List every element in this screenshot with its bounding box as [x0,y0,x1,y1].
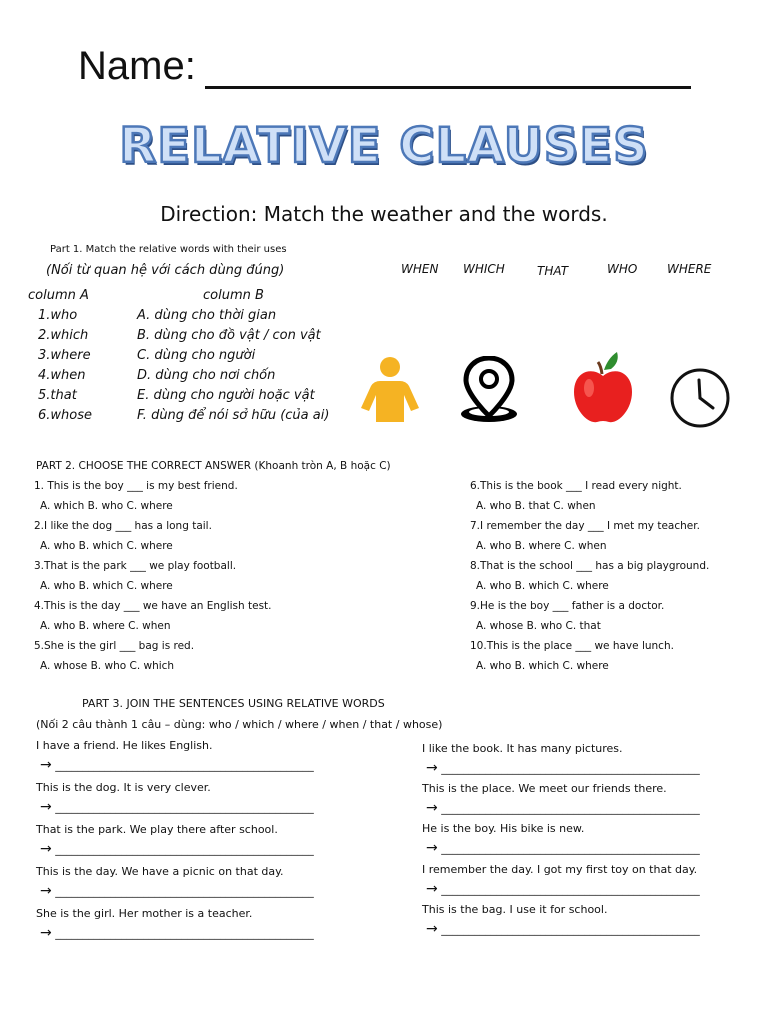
answer-line[interactable] [40,925,314,941]
word-which[interactable]: WHICH [463,262,505,276]
column-a-item[interactable]: 3.where [38,348,91,363]
arrow-icon: → [426,840,438,856]
part3-heading: PART 3. JOIN THE SENTENCES USING RELATIVE WORDS [82,697,385,710]
word-who[interactable]: WHO [607,262,638,276]
question-text: 3.That is the park ___ we play football. [34,560,237,572]
column-b-item[interactable]: F. dùng để nói sở hữu (của ai) [137,408,330,423]
arrow-icon: → [40,757,52,773]
column-b-item[interactable]: B. dùng cho đồ vật / con vật [137,328,321,343]
sentence-prompt: I have a friend. He likes English. [36,739,213,752]
question-text: 9.He is the boy ___ father is a doctor. [470,600,665,612]
answer-line[interactable] [40,757,314,773]
question-text: 7.I remember the day ___ I met my teacher. [470,520,700,532]
answer-blank[interactable]: _______________________________________________ [55,927,314,940]
arrow-icon: → [40,883,52,899]
answer-blank[interactable]: _______________________________________________ [55,759,314,772]
answer-blank[interactable]: _______________________________________________ [441,923,700,936]
question-text: 8.That is the school ___ has a big playground. [470,560,710,572]
column-b-item[interactable]: D. dùng cho nơi chốn [137,368,276,383]
column-a-item[interactable]: 6.whose [38,408,92,423]
answer-line[interactable] [426,881,700,897]
sentence-prompt: I like the book. It has many pictures. [422,742,623,755]
answer-options[interactable]: A. who B. which C. where [40,540,173,552]
name-label: Name: [78,44,196,88]
location-pin-icon[interactable] [457,356,521,424]
column-a-item[interactable]: 5.that [38,388,77,403]
arrow-icon: → [40,925,52,941]
arrow-icon: → [426,921,438,937]
sentence-prompt: This is the bag. I use it for school. [422,903,608,916]
answer-line[interactable] [426,921,700,937]
part3-subheading: (Nối 2 câu thành 1 câu – dùng: who / which / where / when / that / whose) [36,718,443,731]
arrow-icon: → [426,760,438,776]
column-b-item[interactable]: A. dùng cho thời gian [137,308,277,323]
answer-blank[interactable]: _______________________________________________ [441,842,700,855]
sentence-prompt: She is the girl. Her mother is a teacher. [36,907,253,920]
answer-line[interactable] [426,800,700,816]
answer-line[interactable] [40,883,314,899]
question-text: 5.She is the girl ___ bag is red. [34,640,195,652]
part1-subheading: (Nối từ quan hệ với cách dùng đúng) [46,263,285,278]
question-text: 10.This is the place ___ we have lunch. [470,640,674,652]
answer-blank[interactable]: _______________________________________________ [55,885,314,898]
answer-options[interactable]: A. who B. which C. where [476,580,609,592]
answer-line[interactable] [40,799,314,815]
answer-line[interactable] [40,841,314,857]
part2-heading: PART 2. CHOOSE THE CORRECT ANSWER (Khoanh tròn A, B hoặc C) [36,460,391,472]
column-a-item[interactable]: 2.which [38,328,89,343]
answer-blank[interactable]: _______________________________________________ [55,843,314,856]
word-that[interactable]: THAT [537,264,569,278]
word-where[interactable]: WHERE [667,262,712,276]
question-text: 6.This is the book ___ I read every night. [470,480,682,492]
answer-options[interactable]: A. who B. where C. when [40,620,171,632]
column-b-item[interactable]: C. dùng cho người [137,348,256,363]
answer-options[interactable]: A. whose B. who C. which [40,660,175,672]
answer-blank[interactable]: _______________________________________________ [55,801,314,814]
answer-blank[interactable]: _______________________________________________ [441,762,700,775]
sentence-prompt: I remember the day. I got my first toy on that day. [422,863,698,876]
answer-line[interactable] [426,840,700,856]
name-input-line[interactable] [205,86,691,89]
person-icon[interactable] [357,356,423,424]
answer-blank[interactable]: _______________________________________________ [441,883,700,896]
direction-text: Direction: Match the weather and the words. [160,202,608,226]
arrow-icon: → [40,841,52,857]
column-b-label: column B [203,288,264,303]
apple-icon[interactable] [571,350,635,424]
answer-options[interactable]: A. who B. which C. where [40,580,173,592]
part1-heading: Part 1. Match the relative words with their uses [50,244,287,255]
word-when[interactable]: WHEN [401,262,439,276]
answer-options[interactable]: A. who B. that C. when [476,500,596,512]
clock-icon[interactable] [668,367,732,429]
column-a-item[interactable]: 4.when [38,368,86,383]
column-b-item[interactable]: E. dùng cho người hoặc vật [137,388,315,403]
answer-line[interactable] [426,760,700,776]
answer-options[interactable]: A. who B. which C. where [476,660,609,672]
column-a-item[interactable]: 1.who [38,308,78,323]
arrow-icon: → [426,800,438,816]
page-title: RELATIVE CLAUSES [119,118,649,174]
column-a-label: column A [28,288,89,303]
question-text: 2.I like the dog ___ has a long tail. [34,520,212,532]
arrow-icon: → [40,799,52,815]
answer-options[interactable]: A. whose B. who C. that [476,620,601,632]
answer-blank[interactable]: _______________________________________________ [441,802,700,815]
question-text: 4.This is the day ___ we have an English test. [34,600,272,612]
sentence-prompt: This is the dog. It is very clever. [36,781,211,794]
answer-options[interactable]: A. who B. where C. when [476,540,607,552]
answer-options[interactable]: A. which B. who C. where [40,500,173,512]
arrow-icon: → [426,881,438,897]
sentence-prompt: That is the park. We play there after school. [36,823,278,836]
sentence-prompt: This is the place. We meet our friends there. [422,782,667,795]
question-text: 1. This is the boy ___ is my best friend. [34,480,238,492]
sentence-prompt: This is the day. We have a picnic on that day. [36,865,284,878]
sentence-prompt: He is the boy. His bike is new. [422,822,585,835]
